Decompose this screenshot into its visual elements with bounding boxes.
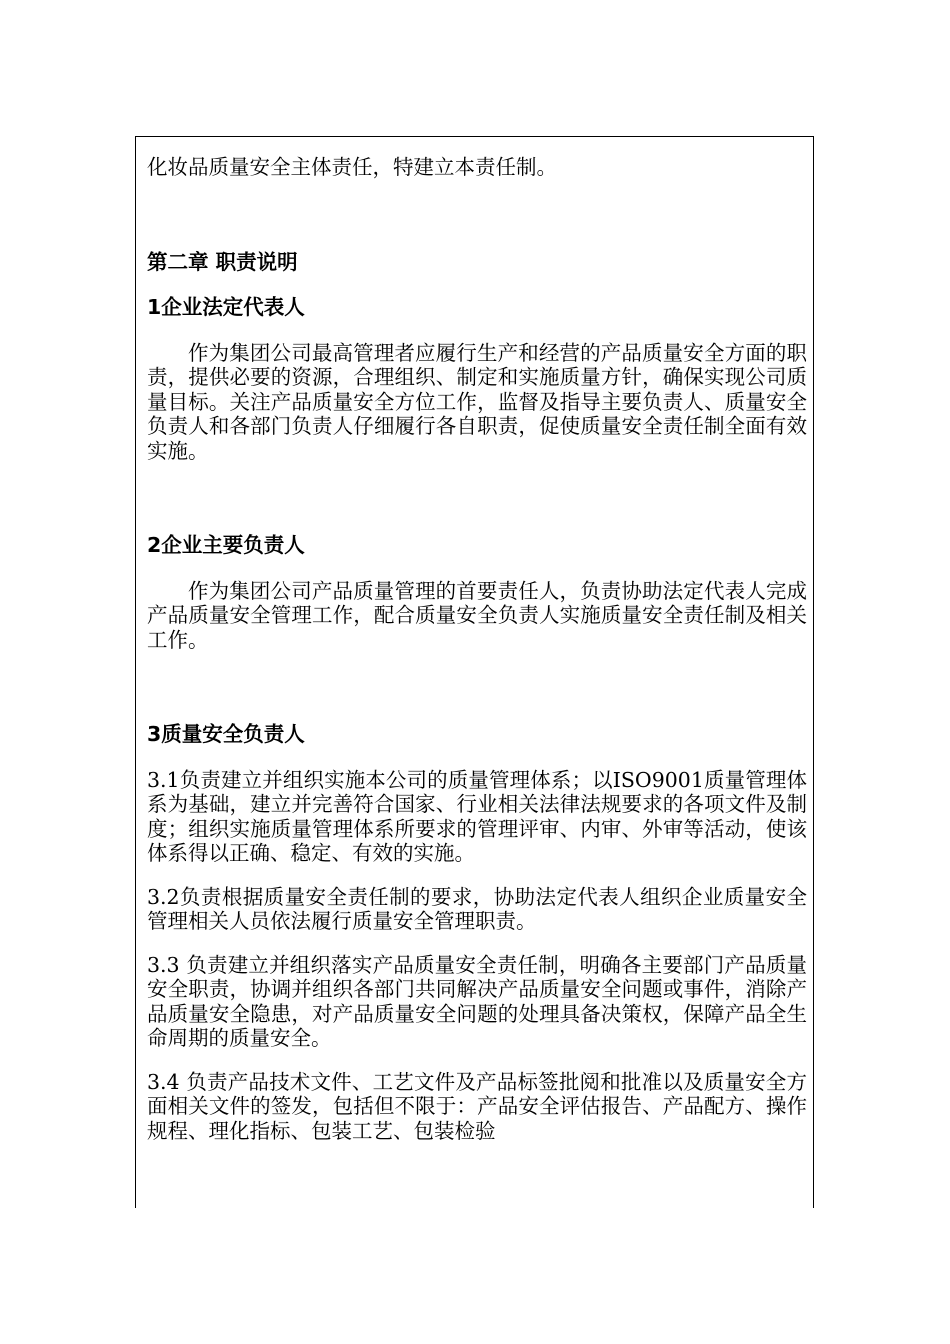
section-1-paragraph: 作为集团公司最高管理者应履行生产和经营的产品质量安全方面的职责，提供必要的资源，合理组织、制定和实施质量方针，确保实现公司质量目标。关注产品质量安全方位工作，监督及指导主要负责人、质量安全负责人和各部门负责人仔细履行各自职责，促使质量安全责任制全面有效实施。: [147, 340, 807, 463]
section-heading-1: 1企业法定代表人: [147, 295, 305, 319]
section-3-item-1: 3.1负责建立并组织实施本公司的质量管理体系；以ISO9001质量管理体系为基础，建立并完善符合国家、行业相关法律法规要求的各项文件及制度；组织实施质量管理体系所要求的管理评审、内审、外审等活动，使该体系得以正确、稳定、有效的实施。: [147, 767, 807, 865]
intro-text: 化妆品质量安全主体责任，特建立本责任制。: [147, 155, 557, 179]
section-heading-2: 2企业主要负责人: [147, 533, 305, 557]
chapter-title: 第二章 职责说明: [147, 249, 298, 274]
section-heading-3: 3质量安全负责人: [147, 722, 305, 746]
section-3-item-3: 3.3 负责建立并组织落实产品质量安全责任制，明确各主要部门产品质量安全职责，协调并组织各部门共同解决产品质量安全问题或事件，消除产品质量安全隐患，对产品质量安全问题的处理具备决策权，保障产品全生命周期的质量安全。: [147, 952, 807, 1050]
document-body: [147, 155, 807, 1143]
document-frame: [135, 136, 814, 1208]
section-3-item-2: 3.2负责根据质量安全责任制的要求，协助法定代表人组织企业质量安全管理相关人员依法履行质量安全管理职责。: [147, 884, 807, 933]
section-3-item-4: 3.4 负责产品技术文件、工艺文件及产品标签批阅和批准以及质量安全方面相关文件的签发，包括但不限于：产品安全评估报告、产品配方、操作规程、理化指标、包装工艺、包装检验: [147, 1069, 807, 1143]
section-2-paragraph: 作为集团公司产品质量管理的首要责任人，负责协助法定代表人完成产品质量安全管理工作，配合质量安全负责人实施质量安全责任制及相关工作。: [147, 578, 807, 652]
